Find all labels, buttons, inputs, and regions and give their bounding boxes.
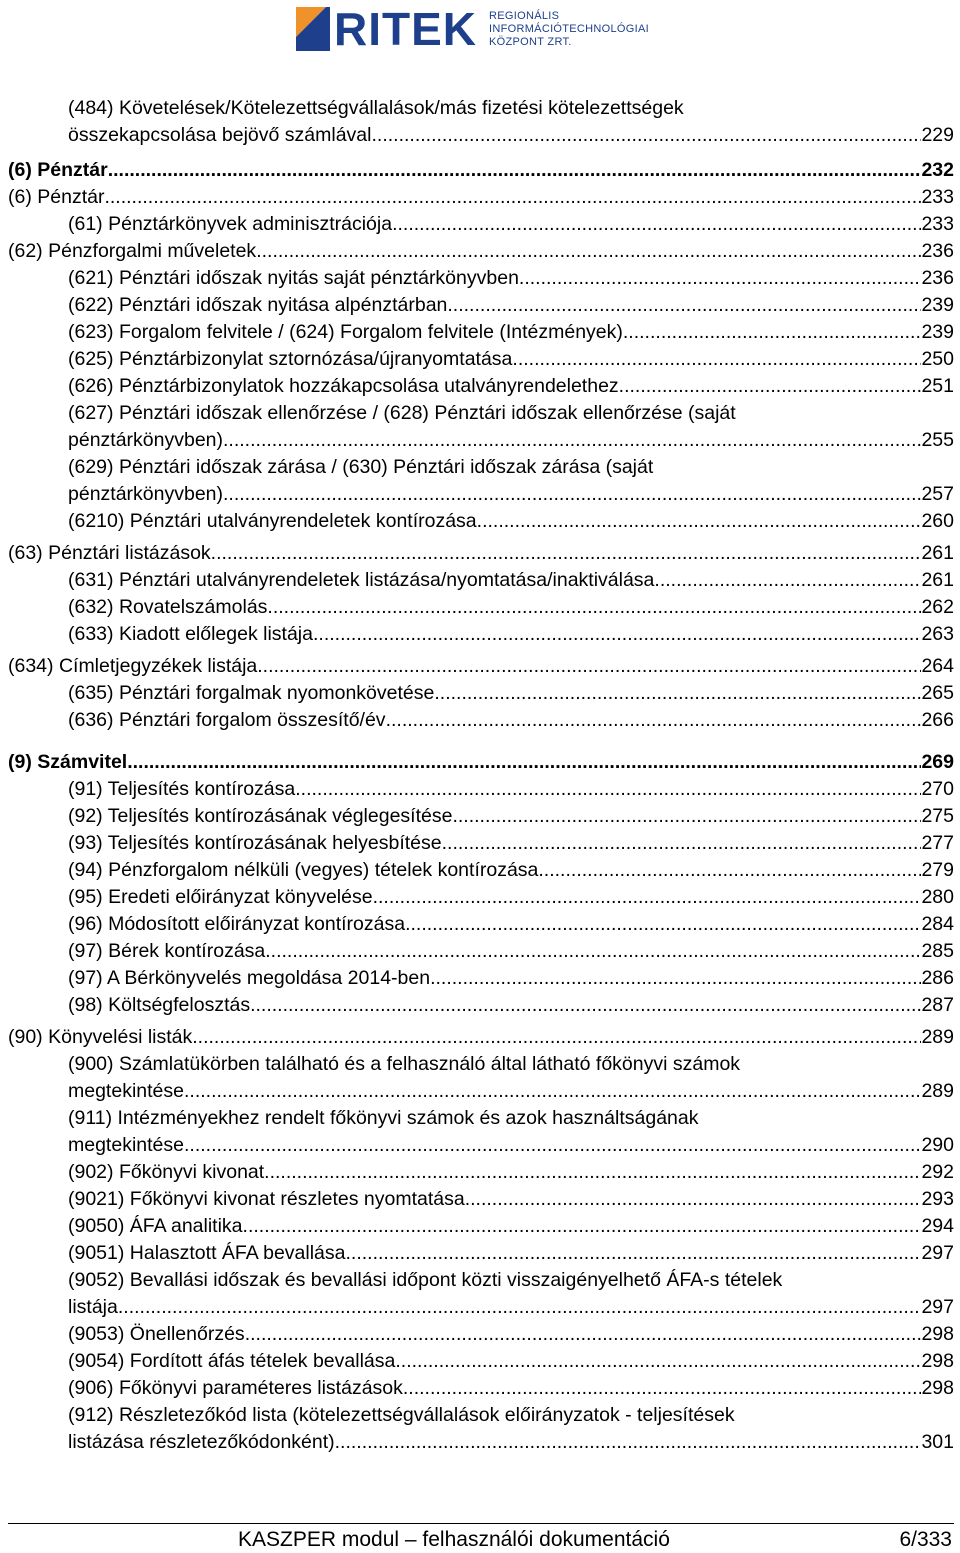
toc-page-number: 233 [921, 213, 954, 235]
toc-dot-leader [452, 803, 921, 830]
toc-entry-title: (9051) Halasztott ÁFA bevallása [68, 1242, 346, 1264]
toc-entry-title-line: (912) Részletezőkód lista (kötelezettségvállalások előirányzatok - teljesítések [68, 1404, 735, 1426]
toc-entry[interactable] [8, 540, 954, 567]
toc-entry-title: (622) Pénztári időszak nyitása alpénztárban [68, 294, 448, 316]
toc-dot-leader [405, 911, 921, 938]
toc-entry[interactable] [68, 965, 954, 992]
toc-entry-title: (9050) ÁFA analitika [68, 1215, 243, 1237]
toc-entry[interactable] [8, 157, 954, 184]
toc-page-number: 251 [921, 375, 954, 397]
toc-dot-leader [104, 184, 921, 211]
toc-entry-title: (62) Pénzforgalmi műveletek [8, 240, 257, 262]
logo-sub-line: INFORMÁCIÓTECHNOLÓGIAI [489, 22, 649, 35]
toc-entry-title: (61) Pénztárkönyvek adminisztrációja [68, 213, 393, 235]
toc-entry-title: pénztárkönyvben) [68, 483, 224, 505]
toc-page-number: 284 [921, 913, 954, 935]
toc-dot-leader [619, 373, 922, 400]
toc-entry-title: listája [68, 1296, 118, 1318]
toc-page-number: 261 [921, 569, 954, 591]
toc-dot-leader [442, 830, 922, 857]
logo-subtitle [489, 10, 649, 49]
toc-dot-leader [211, 540, 922, 567]
toc-dot-leader [118, 1294, 922, 1321]
toc-dot-leader [373, 884, 922, 911]
toc-entry[interactable] [68, 211, 954, 238]
logo-sub-line: REGIONÁLIS [489, 9, 560, 22]
toc-entry-title: (631) Pénztári utalványrendeletek listázása/nyomtatása/inaktiválása [68, 569, 655, 591]
toc-dot-leader [127, 749, 921, 776]
toc-page-number: 287 [921, 994, 954, 1016]
toc-dot-leader [434, 680, 921, 707]
toc-page-number: 292 [921, 1161, 954, 1183]
toc-page-number: 263 [921, 623, 954, 645]
toc-page-number: 260 [921, 510, 954, 532]
toc-entry-title: (9) Számvitel [8, 751, 128, 773]
toc-dot-leader [192, 1024, 921, 1051]
toc-entry[interactable] [68, 911, 954, 938]
toc-entry[interactable] [68, 884, 954, 911]
toc-entry[interactable] [68, 707, 954, 734]
toc-entry[interactable] [68, 992, 954, 1019]
toc-entry-title: listázása részletezőkódonként) [68, 1431, 335, 1453]
toc-entry[interactable] [68, 830, 954, 857]
toc-entry-title: (90) Könyvelési listák [8, 1026, 193, 1048]
toc-entry-title: (9053) Önellenőrzés [68, 1323, 245, 1345]
toc-page-number: 264 [921, 655, 954, 677]
toc-dot-leader [223, 427, 921, 454]
toc-entry[interactable] [68, 621, 954, 648]
toc-dot-leader [372, 122, 922, 149]
toc-dot-leader [386, 707, 922, 734]
toc-page-number: 298 [921, 1377, 954, 1399]
toc-entry[interactable] [68, 400, 954, 454]
toc-entry[interactable] [68, 265, 954, 292]
toc-page-number: 239 [921, 321, 954, 343]
toc-entry-title-line: (484) Követelések/Kötelezettségvállalások/más fizetési kötelezettségek [68, 97, 684, 119]
toc-page-number: 255 [921, 429, 954, 451]
toc-entry[interactable] [68, 95, 954, 149]
toc-page-number: 294 [921, 1215, 954, 1237]
toc-page-number: 279 [921, 859, 954, 881]
toc-entry[interactable] [68, 1348, 954, 1375]
toc-page-number: 239 [921, 294, 954, 316]
toc-entry-title: (6) Pénztár [8, 186, 105, 208]
toc-entry[interactable] [68, 1267, 954, 1321]
toc-entry-title-line: (900) Számlatükörben található és a felhasználó által látható főkönyvi számok [68, 1053, 741, 1075]
toc-dot-leader [346, 1240, 922, 1267]
toc-entry[interactable] [68, 292, 954, 319]
toc-dot-leader [108, 157, 922, 184]
toc-entry[interactable] [8, 184, 954, 211]
toc-dot-leader [403, 1375, 922, 1402]
toc-page-number: 257 [921, 483, 954, 505]
logo-sub-line: KÖZPONT ZRT. [489, 35, 572, 48]
toc-entry[interactable] [68, 1375, 954, 1402]
toc-dot-leader [256, 238, 921, 265]
toc-entry[interactable] [8, 238, 954, 265]
toc-page-number: 250 [921, 348, 954, 370]
toc-dot-leader [447, 292, 921, 319]
toc-dot-leader [538, 857, 921, 884]
toc-page-number: 297 [921, 1242, 954, 1264]
toc-entry[interactable] [68, 1213, 954, 1240]
toc-dot-leader [477, 508, 922, 535]
toc-page-number: 266 [921, 709, 954, 731]
toc-entry-title: (632) Rovatelszámolás [68, 596, 268, 618]
toc-entry-title-line: (9052) Bevallási időszak és bevallási időpont közti visszaigényelhető ÁFA-s tételek [68, 1269, 783, 1291]
toc-entry[interactable] [68, 567, 954, 594]
toc-entry-title: (95) Eredeti előirányzat könyvelése [68, 886, 373, 908]
toc-entry-title: (96) Módosított előirányzat kontírozása [68, 913, 406, 935]
toc-entry-title: (91) Teljesítés kontírozása [68, 778, 296, 800]
page-header [0, 0, 960, 60]
toc-entry-title: (902) Főkönyvi kivonat [68, 1161, 265, 1183]
ritek-logo [296, 4, 649, 54]
toc-entry-title: (98) Költségfelosztás [68, 994, 251, 1016]
toc-dot-leader [223, 481, 921, 508]
toc-page-number: 298 [921, 1323, 954, 1345]
toc-page-number: 262 [921, 596, 954, 618]
toc-dot-leader [512, 346, 921, 373]
toc-dot-leader [654, 567, 921, 594]
footer-document-title: KASZPER modul – felhasználói dokumentáció [238, 1528, 670, 1551]
toc-page-number: 285 [921, 940, 954, 962]
toc-page-number: 290 [921, 1134, 954, 1156]
toc-page-number: 297 [921, 1296, 954, 1318]
toc-page-number: 298 [921, 1350, 954, 1372]
toc-dot-leader [519, 265, 922, 292]
toc-entry[interactable] [68, 319, 954, 346]
toc-entry[interactable] [68, 776, 954, 803]
toc-page-number: 289 [921, 1080, 954, 1102]
toc-dot-leader [257, 653, 921, 680]
toc-entry[interactable] [68, 454, 954, 508]
toc-entry-title: (623) Forgalom felvitele / (624) Forgalom felvitele (Intézmények) [68, 321, 623, 343]
toc-entry-title: (93) Teljesítés kontírozásának helyesbítése [68, 832, 442, 854]
toc-entry-title: (63) Pénztári listázások [8, 542, 211, 564]
toc-page-number: 236 [921, 267, 954, 289]
toc-page-number: 301 [921, 1431, 954, 1453]
toc-entry-title: pénztárkönyvben) [68, 429, 224, 451]
toc-dot-leader [267, 594, 921, 621]
toc-entry[interactable] [68, 857, 954, 884]
logo-wordmark: RITEK [334, 3, 477, 55]
toc-entry[interactable] [68, 1186, 954, 1213]
toc-entry-title: (625) Pénztárbizonylat sztornózása/újranyomtatása [68, 348, 513, 370]
toc-entry[interactable] [68, 594, 954, 621]
toc-dot-leader [430, 965, 921, 992]
toc-page-number: 280 [921, 886, 954, 908]
toc-page-number: 270 [921, 778, 954, 800]
toc-page-number: 229 [921, 124, 954, 146]
toc-entry[interactable] [68, 1105, 954, 1159]
toc-entry-title: (9054) Fordított áfás tételek bevallása [68, 1350, 396, 1372]
toc-entry-title-line: (627) Pénztári időszak ellenőrzése / (628) Pénztári időszak ellenőrzése (saját [68, 402, 736, 424]
toc-entry-title: megtekintése [68, 1080, 184, 1102]
toc-entry-title: (635) Pénztári forgalmak nyomonkövetése [68, 682, 435, 704]
toc-entry[interactable] [68, 346, 954, 373]
toc-entry[interactable] [8, 653, 954, 680]
footer-rule [8, 1523, 954, 1524]
toc-entry-title: (9021) Főkönyvi kivonat részletes nyomtatása [68, 1188, 465, 1210]
toc-dot-leader [264, 1159, 921, 1186]
toc-page-number: 265 [921, 682, 954, 704]
toc-page-number: 233 [921, 186, 954, 208]
toc-entry-title: összekapcsolása bejövő számlával [68, 124, 372, 146]
toc-page-number: 261 [921, 542, 954, 564]
toc-dot-leader [623, 319, 922, 346]
toc-entry[interactable] [68, 1402, 954, 1456]
toc-dot-leader [465, 1186, 922, 1213]
toc-entry-title: (621) Pénztári időszak nyitás saját pénztárkönyvben [68, 267, 519, 289]
toc-dot-leader [335, 1429, 922, 1456]
toc-entry[interactable] [68, 803, 954, 830]
toc-entry-title: (906) Főkönyvi paraméteres listázások [68, 1377, 403, 1399]
toc-page-number: 269 [921, 751, 954, 773]
toc-entry-title: megtekintése [68, 1134, 184, 1156]
toc-entry-title: (97) A Bérkönyvelés megoldása 2014-ben [68, 967, 431, 989]
toc-entry[interactable] [68, 373, 954, 400]
toc-page-number: 289 [921, 1026, 954, 1048]
toc-dot-leader [265, 938, 921, 965]
toc-entry[interactable] [68, 1321, 954, 1348]
toc-dot-leader [395, 1348, 921, 1375]
toc-entry-title: (97) Bérek kontírozása [68, 940, 266, 962]
toc-entry[interactable] [8, 1024, 954, 1051]
toc-dot-leader [245, 1321, 922, 1348]
toc-entry[interactable] [68, 1240, 954, 1267]
toc-page-number: 275 [921, 805, 954, 827]
toc-entry-title: (626) Pénztárbizonylatok hozzákapcsolása utalványrendelethez [68, 375, 619, 397]
toc-entry[interactable] [8, 749, 954, 776]
toc-entry-title: (636) Pénztári forgalom összesítő/év [68, 709, 386, 731]
toc-entry-title: (633) Kiadott előlegek listája [68, 623, 313, 645]
toc-dot-leader [243, 1213, 922, 1240]
toc-dot-leader [313, 621, 921, 648]
toc-entry[interactable] [68, 1159, 954, 1186]
ritek-logo-mark-icon [296, 7, 330, 51]
toc-entry-title-line: (911) Intézményekhez rendelt főkönyvi számok és azok használtságának [68, 1107, 699, 1129]
toc-page-number: 236 [921, 240, 954, 262]
toc-dot-leader [184, 1132, 921, 1159]
toc-page-number: 277 [921, 832, 954, 854]
toc-entry-title: (94) Pénzforgalom nélküli (vegyes) tételek kontírozása [68, 859, 539, 881]
toc-entry-title: (6) Pénztár [8, 159, 108, 181]
toc-entry[interactable] [68, 1051, 954, 1105]
footer-page-number: 6/333 [899, 1528, 952, 1551]
toc-dot-leader [392, 211, 921, 238]
toc-dot-leader [184, 1078, 921, 1105]
toc-entry[interactable] [68, 680, 954, 707]
toc-entry-title: (92) Teljesítés kontírozásának véglegesítése [68, 805, 453, 827]
toc-page-number: 286 [921, 967, 954, 989]
toc-page-number: 232 [921, 159, 954, 181]
toc-entry[interactable] [68, 938, 954, 965]
toc-page-number: 293 [921, 1188, 954, 1210]
toc-entry-title: (6210) Pénztári utalványrendeletek kontírozása [68, 510, 477, 532]
toc-entry-title: (634) Címletjegyzékek listája [8, 655, 258, 677]
toc-dot-leader [295, 776, 921, 803]
toc-entry-title-line: (629) Pénztári időszak zárása / (630) Pénztári időszak zárása (saját [68, 456, 654, 478]
toc-entry[interactable] [68, 508, 954, 535]
toc-dot-leader [250, 992, 921, 1019]
